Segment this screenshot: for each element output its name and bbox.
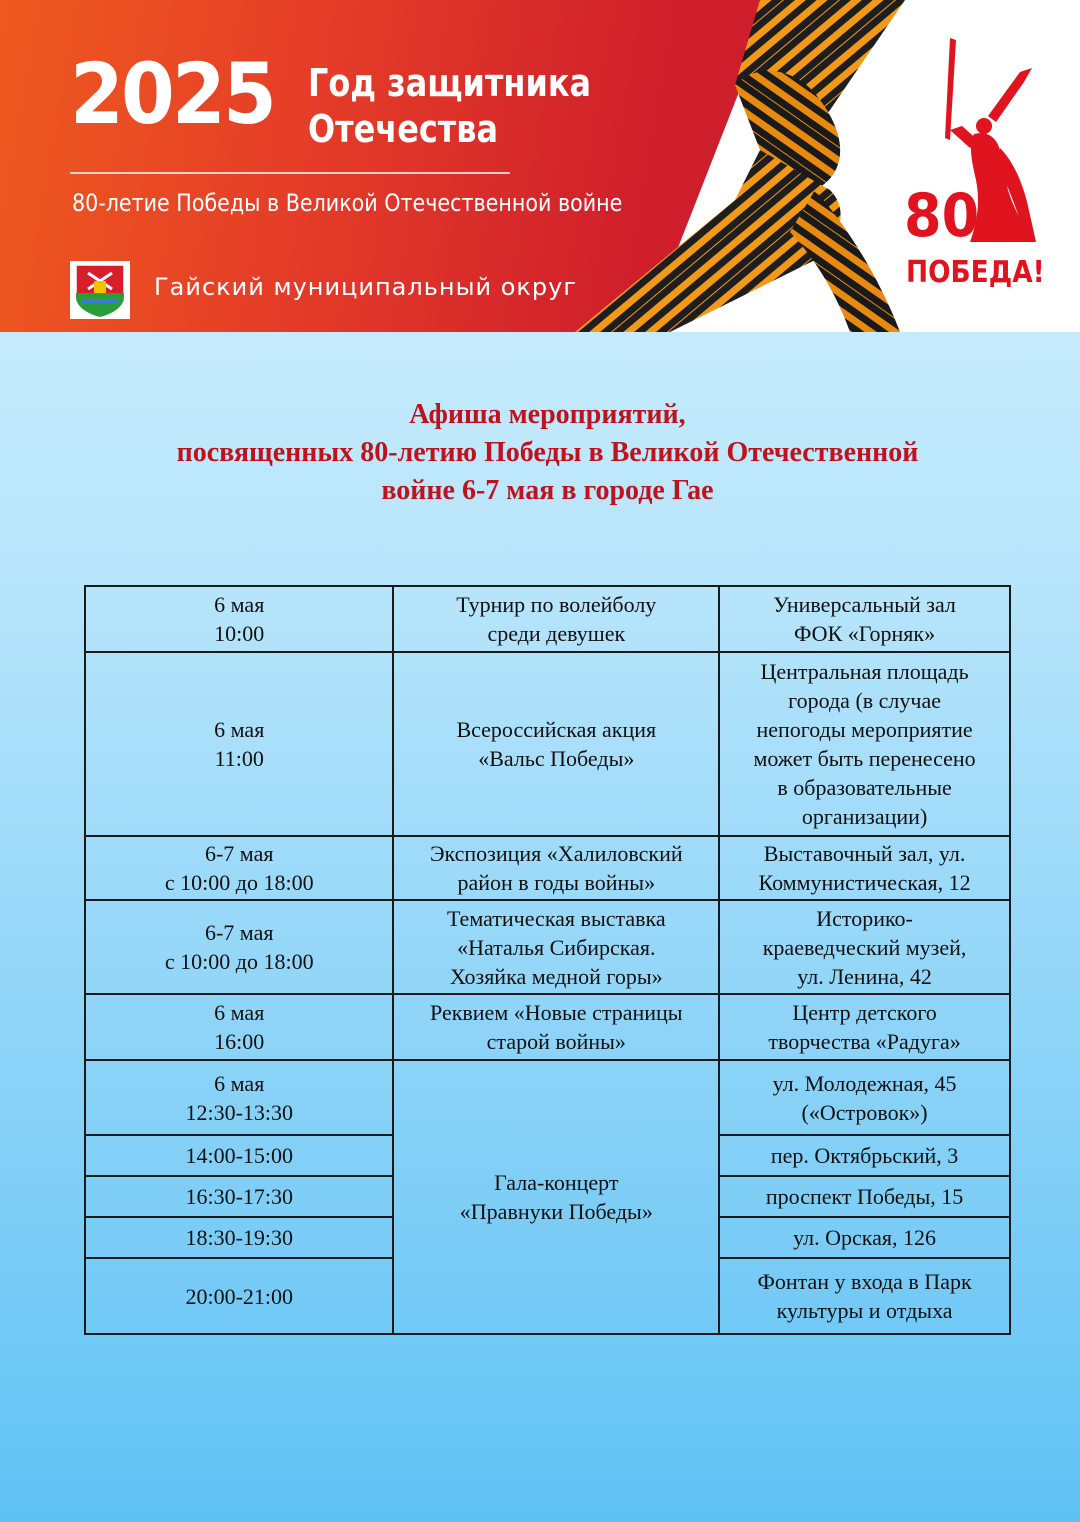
banner-title-line1: Год защитника	[308, 61, 592, 105]
event-venue-cell	[719, 586, 1010, 652]
gala-event-cell-line: «Правнуки Победы»	[459, 1199, 653, 1224]
event-name-cell-line: среди девушек	[487, 621, 626, 646]
gala-time-cell	[85, 1135, 393, 1176]
page-title	[40, 396, 1055, 510]
event-time-cell	[85, 900, 393, 994]
event-name-cell	[393, 836, 719, 900]
event-venue-cell-line: города (в случае	[788, 688, 941, 713]
banner-subtitle: 80-летие Победы в Великой Отечественной войне	[72, 189, 623, 217]
victory-logo-word: ПОБЕДА!	[906, 255, 1045, 290]
event-venue-cell-line: в образовательные	[777, 775, 952, 800]
page-title-line3: войне 6-7 мая в городе Гае	[381, 475, 714, 506]
event-time-cell-line: с 10:00 до 18:00	[164, 949, 314, 974]
event-venue-cell-line: Универсальный зал	[773, 592, 956, 617]
gala-time-cell	[85, 1060, 393, 1135]
event-venue-cell-line: Центр детского	[792, 1000, 937, 1025]
table-row	[85, 1060, 1010, 1135]
event-venue-cell-line: творчества «Радуга»	[768, 1029, 961, 1054]
event-venue-cell-line: краеведческий музей,	[762, 934, 967, 960]
event-time-cell-line: 6-7 мая	[204, 841, 274, 866]
event-time-cell	[85, 586, 393, 652]
gala-venue-cell-line: ул. Молодежная, 45	[772, 1070, 957, 1096]
event-name-cell-line: Реквием «Новые страницы	[430, 1000, 683, 1025]
gala-venue-cell	[719, 1135, 1010, 1176]
district-name: Гайский муниципальный округ	[154, 273, 577, 301]
gala-event-cell-line: Гала-концерт	[494, 1170, 619, 1195]
gala-time-cell-line: 14:00-15:00	[185, 1143, 294, 1168]
event-venue-cell-line: ул. Ленина, 42	[797, 963, 932, 989]
table-row	[85, 586, 1010, 652]
banner-year: 2025	[70, 45, 275, 143]
gala-venue-cell-line: ул. Орская, 126	[793, 1225, 937, 1250]
event-name-cell-line: «Вальс Победы»	[478, 746, 635, 771]
victory-logo-number: 80	[904, 181, 980, 251]
event-name-cell	[393, 586, 719, 652]
event-name-cell-line: Экспозиция «Халиловский	[429, 841, 683, 866]
gala-venue-cell	[719, 1060, 1010, 1135]
event-name-cell	[393, 900, 719, 994]
event-venue-cell-line: ФОК «Горняк»	[794, 621, 936, 646]
gala-venue-cell	[719, 1258, 1010, 1334]
event-venue-cell-line: Выставочный зал, ул.	[763, 841, 966, 866]
event-time-cell-line: 11:00	[214, 746, 264, 771]
event-time-cell	[85, 994, 393, 1060]
gala-venue-cell-line: проспект Победы, 15	[765, 1184, 964, 1209]
event-venue-cell-line: Коммунистическая, 12	[758, 870, 971, 895]
event-time-cell-line: 6 мая	[214, 1000, 265, 1025]
table-row	[85, 652, 1010, 836]
event-time-cell-line: с 10:00 до 18:00	[164, 870, 314, 895]
gala-time-cell	[85, 1258, 393, 1334]
event-venue-cell	[719, 900, 1010, 994]
gala-event-cell	[393, 1060, 719, 1334]
district-emblem-icon	[70, 261, 130, 319]
event-time-cell-line: 10:00	[214, 621, 265, 646]
event-name-cell-line: Всероссийская акция	[456, 717, 657, 742]
event-name-cell	[393, 652, 719, 836]
event-venue-cell-line: организации)	[801, 804, 928, 829]
event-time-cell-line: 6 мая	[214, 592, 265, 617]
gala-venue-cell	[719, 1217, 1010, 1258]
table-row	[85, 900, 1010, 994]
events-table	[84, 585, 1011, 1335]
banner-divider	[70, 172, 510, 174]
page-title-line1: Афиша мероприятий,	[409, 399, 686, 430]
event-venue-cell-line: Центральная площадь	[760, 659, 969, 684]
event-time-cell-line: 6-7 мая	[204, 920, 274, 945]
event-venue-cell-line: Историко-	[816, 905, 913, 931]
gala-time-cell-line: 12:30-13:30	[185, 1099, 294, 1125]
event-time-cell-line: 6 мая	[214, 717, 265, 742]
event-name-cell-line: старой войны»	[486, 1029, 626, 1054]
banner-title-line2: Отечества	[308, 107, 499, 151]
gala-venue-cell-line: пер. Октябрьский, 3	[770, 1143, 959, 1168]
gala-venue-cell-line: Фонтан у входа в Парк	[757, 1269, 972, 1294]
gala-time-cell-line: 16:30-17:30	[185, 1184, 294, 1209]
table-row	[85, 994, 1010, 1060]
gala-time-cell-line: 18:30-19:30	[185, 1225, 294, 1250]
event-venue-cell-line: может быть перенесено	[753, 746, 976, 771]
gala-time-cell	[85, 1176, 393, 1217]
gala-time-cell-line: 20:00-21:00	[185, 1283, 294, 1309]
event-name-cell-line: район в годы войны»	[457, 870, 656, 895]
event-venue-cell	[719, 836, 1010, 900]
table-row	[85, 836, 1010, 900]
event-time-cell	[85, 836, 393, 900]
gala-time-cell-line: 6 мая	[214, 1070, 265, 1096]
event-venue-cell	[719, 994, 1010, 1060]
event-name-cell	[393, 994, 719, 1060]
event-name-cell-line: Тематическая выставка	[446, 905, 666, 931]
gala-venue-cell	[719, 1176, 1010, 1217]
gala-venue-cell-line: культуры и отдыха	[776, 1298, 953, 1323]
event-name-cell-line: Турнир по волейболу	[456, 592, 657, 617]
event-name-cell-line: «Наталья Сибирская.	[457, 934, 656, 960]
header-banner	[0, 0, 1080, 332]
event-name-cell-line: Хозяйка медной горы»	[450, 963, 663, 989]
event-time-cell	[85, 652, 393, 836]
page-title-line2: посвященных 80-летию Победы в Великой Отечественной	[176, 437, 919, 468]
event-venue-cell	[719, 652, 1010, 836]
banner-title	[308, 60, 591, 152]
gala-time-cell	[85, 1217, 393, 1258]
event-venue-cell-line: непогоды мероприятие	[756, 717, 973, 742]
gala-venue-cell-line: («Островок»)	[801, 1099, 928, 1125]
event-time-cell-line: 16:00	[214, 1029, 265, 1054]
